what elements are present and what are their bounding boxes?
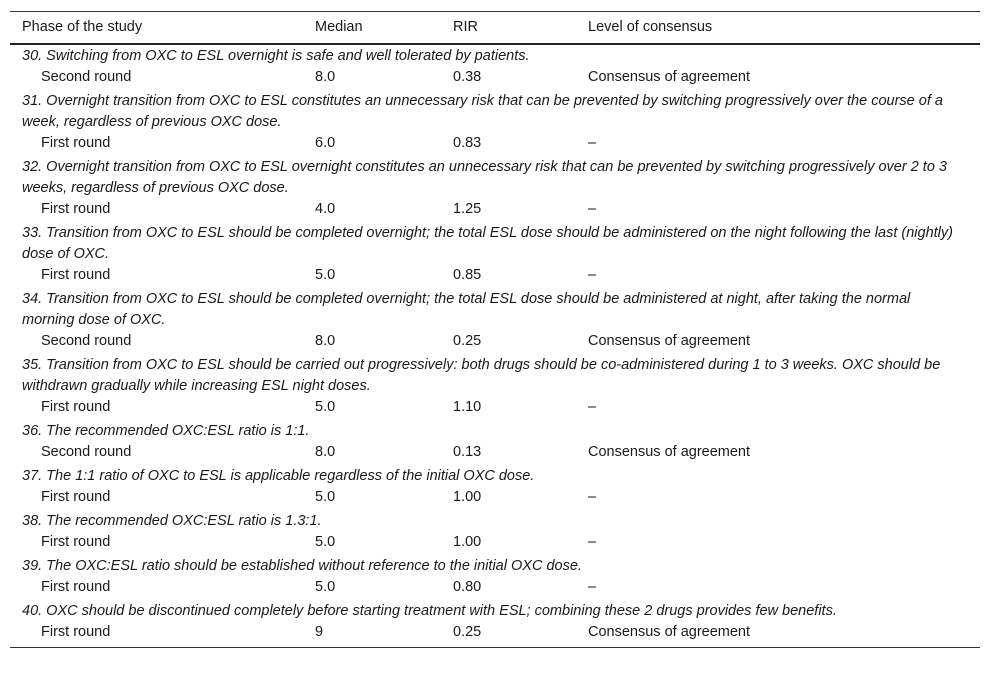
rir-cell: 0.83	[453, 134, 482, 151]
statement-row	[10, 288, 980, 331]
statement-text: 32. Overnight transition from OXC to ESL overnight constitutes an unnecessary risk that can be prevented by switching progressively over 2 to 3 weeks, regardless of previous OXC dose.	[22, 158, 947, 196]
statement-row	[10, 44, 980, 67]
consensus-cell: Consensus of agreement	[588, 332, 751, 349]
statement-row	[10, 510, 980, 532]
rir-cell: 1.00	[453, 488, 482, 505]
phase-cell: Second round	[41, 443, 132, 460]
table-body	[10, 44, 980, 648]
result-row	[10, 577, 980, 600]
statement-row	[10, 222, 980, 265]
phase-cell: First round	[41, 200, 111, 217]
median-cell: 8.0	[315, 443, 336, 460]
consensus-table-container	[10, 11, 980, 648]
statement-row	[10, 90, 980, 133]
table-header	[10, 12, 980, 44]
phase-cell: Second round	[41, 68, 132, 85]
statement-row	[10, 354, 980, 397]
rir-cell: 0.13	[453, 443, 482, 460]
statement-text: 36. The recommended OXC:ESL ratio is 1:1.	[22, 422, 310, 439]
median-cell: 9	[315, 623, 324, 640]
consensus-cell: –	[588, 578, 597, 595]
statement-row	[10, 600, 980, 622]
result-row	[10, 442, 980, 465]
header-consensus: Level of consensus	[588, 19, 713, 36]
statement-text: 33. Transition from OXC to ESL should be completed overnight; the total ESL dose should be administered on the night following the last (nightly) dose of OXC.	[22, 224, 953, 262]
median-cell: 8.0	[315, 332, 336, 349]
median-cell: 4.0	[315, 200, 336, 217]
phase-cell: First round	[41, 578, 111, 595]
result-row	[10, 67, 980, 90]
result-row	[10, 622, 980, 648]
consensus-cell: Consensus of agreement	[588, 68, 751, 85]
consensus-cell: –	[588, 533, 597, 550]
median-cell: 5.0	[315, 578, 336, 595]
result-row	[10, 532, 980, 555]
result-row	[10, 133, 980, 156]
consensus-cell: –	[588, 488, 597, 505]
statement-text: 40. OXC should be discontinued completely before starting treatment with ESL; combining these 2 drugs provides few benefits.	[22, 602, 837, 619]
header-rir: RIR	[453, 19, 478, 36]
result-row	[10, 331, 980, 354]
rir-cell: 0.38	[453, 68, 482, 85]
statement-row	[10, 156, 980, 199]
consensus-cell: –	[588, 266, 597, 283]
consensus-cell: –	[588, 134, 597, 151]
median-cell: 5.0	[315, 398, 336, 415]
header-phase: Phase of the study	[22, 19, 143, 36]
median-cell: 6.0	[315, 134, 336, 151]
phase-cell: First round	[41, 623, 111, 640]
consensus-table	[10, 11, 980, 648]
median-cell: 8.0	[315, 68, 336, 85]
statement-row	[10, 420, 980, 442]
result-row	[10, 199, 980, 222]
rir-cell: 0.85	[453, 266, 482, 283]
consensus-cell: Consensus of agreement	[588, 623, 751, 640]
consensus-cell: –	[588, 398, 597, 415]
median-cell: 5.0	[315, 533, 336, 550]
header-row	[10, 12, 980, 44]
header-median: Median	[315, 19, 363, 36]
result-row	[10, 487, 980, 510]
statement-text: 31. Overnight transition from OXC to ESL constitutes an unnecessary risk that can be prevented by switching progressively over the course of a week, regardless of previous OXC dose.	[22, 92, 943, 130]
phase-cell: First round	[41, 398, 111, 415]
phase-cell: Second round	[41, 332, 132, 349]
statement-text: 30. Switching from OXC to ESL overnight is safe and well tolerated by patients.	[22, 47, 530, 64]
result-row	[10, 265, 980, 288]
statement-text: 38. The recommended OXC:ESL ratio is 1.3:1.	[22, 512, 322, 529]
rir-cell: 1.00	[453, 533, 482, 550]
rir-cell: 0.80	[453, 578, 482, 595]
statement-text: 39. The OXC:ESL ratio should be established without reference to the initial OXC dose.	[22, 557, 582, 574]
consensus-cell: –	[588, 200, 597, 217]
phase-cell: First round	[41, 533, 111, 550]
statement-text: 34. Transition from OXC to ESL should be completed overnight; the total ESL dose should be administered at night, after taking the normal morning dose of OXC.	[22, 290, 911, 328]
statement-text: 37. The 1:1 ratio of OXC to ESL is applicable regardless of the initial OXC dose.	[22, 467, 535, 484]
consensus-cell: Consensus of agreement	[588, 443, 751, 460]
statement-row	[10, 555, 980, 577]
phase-cell: First round	[41, 134, 111, 151]
median-cell: 5.0	[315, 488, 336, 505]
rir-cell: 0.25	[453, 623, 482, 640]
median-cell: 5.0	[315, 266, 336, 283]
phase-cell: First round	[41, 488, 111, 505]
phase-cell: First round	[41, 266, 111, 283]
rir-cell: 1.10	[453, 398, 482, 415]
statement-row	[10, 465, 980, 487]
rir-cell: 0.25	[453, 332, 482, 349]
result-row	[10, 397, 980, 420]
statement-text: 35. Transition from OXC to ESL should be carried out progressively: both drugs should be co-administered during 1 to 3 weeks. OXC should be withdrawn gradually while increasing ESL night doses.	[22, 356, 941, 394]
rir-cell: 1.25	[453, 200, 482, 217]
